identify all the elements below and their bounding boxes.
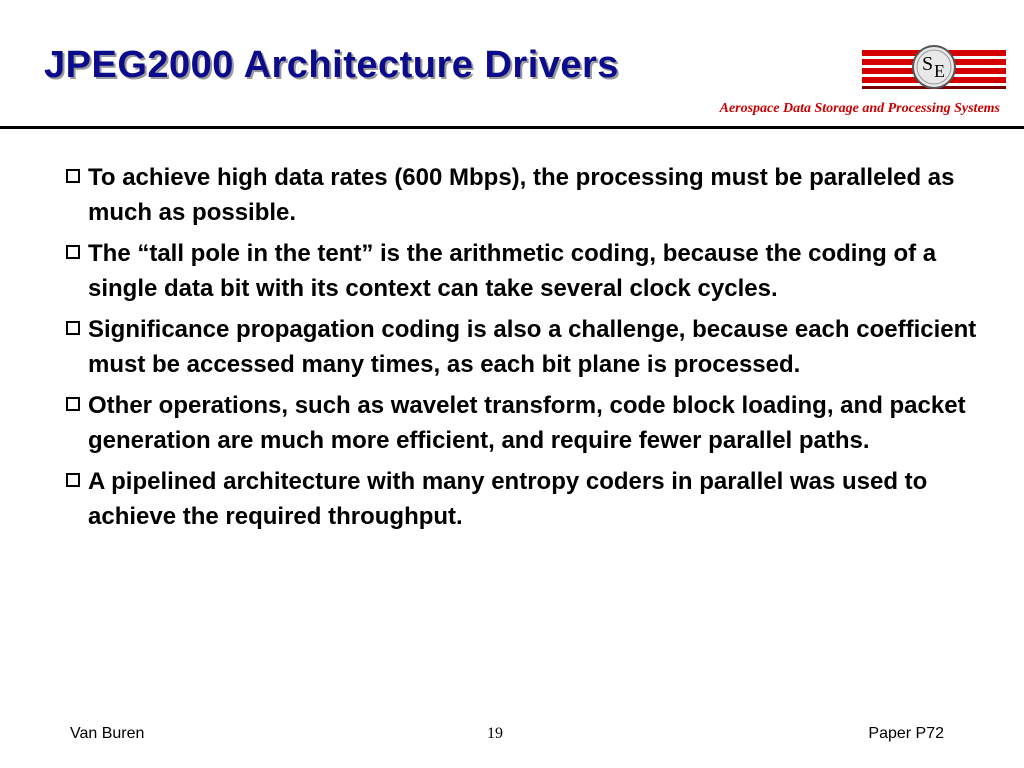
- bullet-item: [64, 388, 984, 458]
- square-bullet-icon: [66, 245, 80, 259]
- bullet-item: [64, 464, 984, 534]
- company-tagline: Aerospace Data Storage and Processing Systems: [719, 101, 1000, 116]
- header-divider: [0, 126, 1024, 129]
- square-bullet-icon: [66, 397, 80, 411]
- logo-stripe-right-2: [948, 59, 1006, 65]
- logo-stripe-left-1: [862, 50, 920, 56]
- bullet-text: A pipelined architecture with many entropy coders in parallel was used to achieve the required throughput.: [88, 468, 928, 530]
- bullet-item: [64, 236, 984, 306]
- footer-page-number: 19: [487, 725, 503, 742]
- bullet-text: The “tall pole in the tent” is the arithmetic coding, because the coding of a single data bit with its context can take several clock cycles.: [88, 240, 937, 302]
- logo-stripe-right-1: [948, 50, 1006, 56]
- square-bullet-icon: [66, 473, 80, 487]
- bullet-item: [64, 312, 984, 382]
- bullet-text: Significance propagation coding is also a challenge, because each coefficient must be accessed many times, as each bit plane is processed.: [88, 316, 977, 378]
- footer-paper-id: Paper P72: [868, 725, 944, 742]
- square-bullet-icon: [66, 321, 80, 335]
- bullet-text: Other operations, such as wavelet transform, code block loading, and packet generation are much more efficient, and require fewer parallel paths.: [88, 392, 966, 454]
- logo-stripe-right-4: [948, 77, 1006, 83]
- footer-author: Van Buren: [70, 725, 145, 742]
- square-bullet-icon: [66, 169, 80, 183]
- logo-stripe-left-2: [862, 59, 920, 65]
- logo-stripe-left-3: [862, 68, 920, 74]
- bullet-text: To achieve high data rates (600 Mbps), the processing must be paralleled as much as possible.: [88, 164, 955, 226]
- bullet-list: [64, 160, 984, 540]
- company-logo: [862, 44, 1006, 94]
- logo-stripe-right-3: [948, 68, 1006, 74]
- bullet-item: [64, 160, 984, 230]
- logo-letter-s: S: [922, 53, 934, 75]
- slide-title: JPEG2000 Architecture Drivers: [44, 44, 619, 86]
- logo-stripe-left-4: [862, 77, 920, 83]
- logo-letter-e: E: [934, 61, 945, 81]
